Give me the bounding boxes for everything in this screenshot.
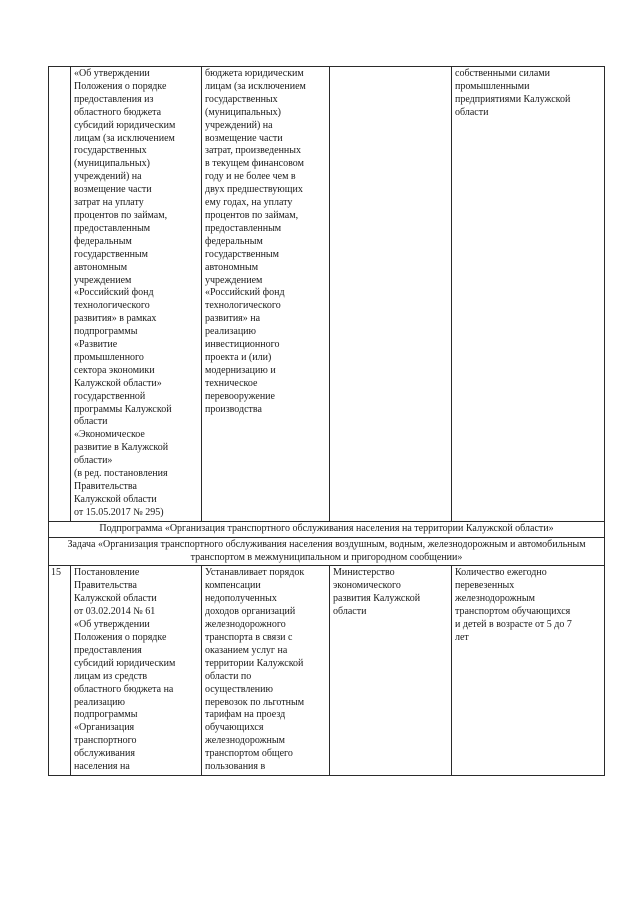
content-cell (202, 67, 330, 522)
document-cell (71, 67, 202, 522)
document-text: «Об утверждении Положения о порядке предоставления из областного бюджета субсидий юридическим лицам (за исключением государственных (муниципальных) учреждений) на возмещение части затрат на уплату процентов по займам, предоставленным федеральным государственным автономным учреждением «Российский фонд технологического развития» в рамках подпрограммы «Развитие промышленного сектора экономики Калужской области» государственной программы Калужской области «Экономическое развитие в Калужской области» (в ред. постановления Правительства Калужской области от 15.05.2017 № 295) (74, 68, 176, 518)
subprogram-row (49, 521, 605, 537)
indicator-cell (452, 67, 605, 522)
indicator-text: Количество ежегодно перевезенных железнодорожным транспортом обучающихся и детей в возрасте от 5 до 7 лет (455, 567, 572, 643)
row-number-cell (49, 67, 71, 522)
content-cell (202, 566, 330, 776)
executor-cell (330, 67, 452, 522)
indicator-cell (452, 566, 605, 776)
indicator-text: собственными силами промышленными предприятиями Калужской области (455, 68, 571, 118)
table-row (49, 67, 605, 522)
content-text: Устанавливает порядок компенсации недополученных доходов организаций железнодорожного транспорта в связи с оказанием услуг на территории Калужской области по осуществлению перевозок по льготным тарифам на проезд обучающихся железнодорожным транспортом общего пользования в (205, 567, 305, 773)
task-row (49, 537, 605, 566)
regulation-table (48, 66, 605, 776)
table-row (49, 566, 605, 776)
document-cell (71, 566, 202, 776)
subprogram-title: Подпрограмма «Организация транспортного обслуживания населения на территории Калужской области» (49, 521, 605, 537)
row-number-cell (49, 566, 71, 776)
executor-cell (330, 566, 452, 776)
row-number: 15 (51, 567, 61, 579)
document-text: Постановление Правительства Калужской области от 03.02.2014 № 61 «Об утверждении Положения о порядке предоставления субсидий юридическим лицам из средств областного бюджета на реализацию подпрограммы «Организация транспортного обслуживания населения на (74, 567, 176, 773)
task-title: Задача «Организация транспортного обслуживания населения воздушным, водным, железнодорожным и автомобильным транспортом в межмуниципальном и пригородном сообщении» (49, 537, 605, 566)
content-text: бюджета юридическим лицам (за исключением государственных (муниципальных) учреждений) на возмещение части затрат, произведенных в текущем финансовом году и не более чем в двух предшествующих ему годах, на уплату процентов по займам, предоставленным федеральным государственным автономным учреждением «Российский фонд технологического развития» на реализацию инвестиционного проекта и (или) модернизацию и техническое перевооружение производства (205, 68, 306, 415)
executor-text: Министерство экономического развития Калужской области (333, 567, 421, 618)
